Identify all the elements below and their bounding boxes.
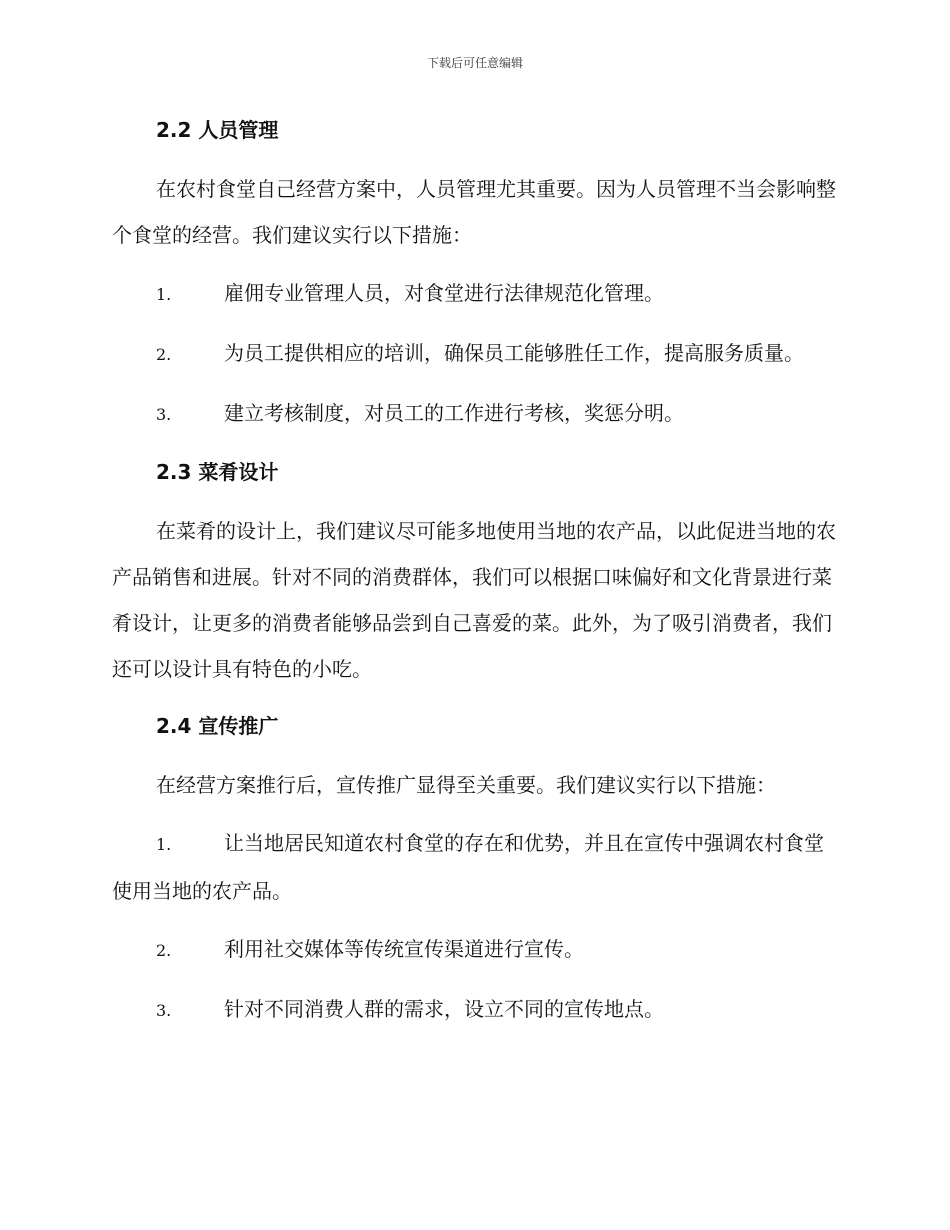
page-header: 下载后可任意编辑 [426, 56, 523, 70]
section-paragraph: 在农村食堂自己经营方案中，人员管理尤其重要。因为人员管理不当会影响整个食堂的经营。我们建议实行以下措施： [112, 177, 836, 247]
list-item [112, 986, 837, 1034]
document-body [112, 108, 837, 1034]
list-text: 建立考核制度，对员工的工作进行考核，奖惩分明。 [224, 401, 684, 425]
list-item [112, 330, 837, 378]
list-item [112, 926, 837, 974]
list-number: 3. [156, 405, 172, 424]
list-item [112, 270, 837, 318]
section-paragraph: 在经营方案推行后，宣传推广显得至关重要。我们建议实行以下措施： [156, 773, 776, 797]
section-heading: 2.4 宣传推广 [156, 714, 279, 738]
section-heading: 2.2 人员管理 [156, 118, 279, 142]
list-item [112, 390, 837, 438]
list-item [112, 820, 837, 914]
list-number: 1. [156, 285, 172, 304]
list-number: 2. [156, 941, 172, 960]
section-heading: 2.3 菜肴设计 [156, 460, 279, 484]
list-number: 3. [156, 1001, 172, 1020]
list-text: 雇佣专业管理人员，对食堂进行法律规范化管理。 [224, 281, 664, 305]
list-text: 让当地居民知道农村食堂的存在和优势，并且在宣传中强调农村食堂使用当地的农产品。 [112, 831, 824, 903]
list-text: 针对不同消费人群的需求，设立不同的宣传地点。 [224, 997, 664, 1021]
list-text: 利用社交媒体等传统宣传渠道进行宣传。 [224, 937, 584, 961]
list-number: 1. [156, 835, 172, 854]
list-number: 2. [156, 345, 172, 364]
list-text: 为员工提供相应的培训，确保员工能够胜任工作，提高服务质量。 [224, 341, 804, 365]
section-paragraph: 在菜肴的设计上，我们建议尽可能多地使用当地的农产品，以此促进当地的农产品销售和进展。针对不同的消费群体，我们可以根据口味偏好和文化背景进行菜肴设计，让更多的消费者能够品尝到自己喜爱的菜。此外，为了吸引消费者，我们还可以设计具有特色的小吃。 [112, 519, 836, 681]
